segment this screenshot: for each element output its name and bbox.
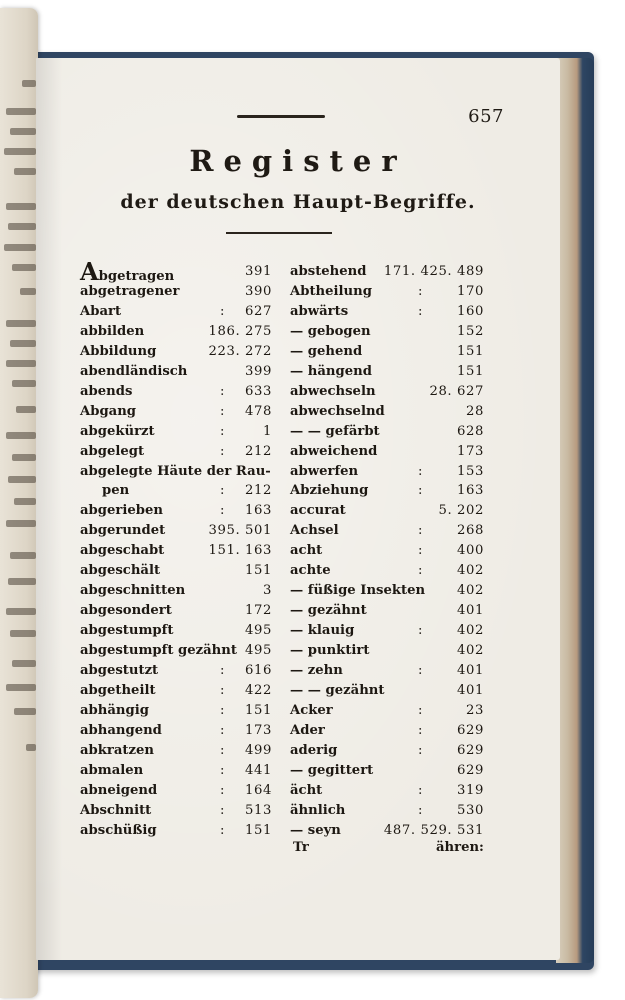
index-page-ref: 1	[263, 423, 272, 439]
index-term: abends	[80, 383, 133, 399]
index-page-ref: 399	[245, 363, 272, 379]
index-term: abbilden	[80, 323, 145, 339]
index-page-ref: 401	[457, 603, 484, 619]
header-rule	[237, 115, 325, 118]
index-term: abgestumpft	[80, 623, 174, 639]
left-entry	[80, 681, 272, 701]
index-term: abgeschabt	[80, 543, 165, 559]
index-term: abwechseln	[290, 383, 376, 399]
left-entry	[80, 362, 272, 382]
left-entry	[80, 741, 272, 761]
index-term: abgesondert	[80, 603, 172, 619]
index-term: abwerfen	[290, 463, 359, 479]
index-page-ref: 628	[457, 423, 484, 439]
right-entry	[290, 521, 484, 541]
right-entry	[290, 621, 484, 641]
index-separator: :	[418, 802, 423, 818]
index-term: abgetragener	[80, 283, 180, 299]
initial-rest: bgetragen	[98, 269, 175, 284]
right-entry	[290, 821, 484, 841]
left-entry	[80, 462, 272, 482]
index-separator: :	[418, 563, 423, 579]
index-separator: :	[220, 663, 225, 678]
index-term: abgerundet	[80, 523, 166, 539]
index-term: Abbildung	[80, 343, 157, 359]
index-page-ref: 212	[245, 483, 272, 499]
index-separator: :	[418, 303, 423, 319]
index-separator: :	[220, 682, 225, 698]
index-page-ref: 173	[245, 722, 272, 738]
right-entry	[290, 422, 484, 442]
right-entry	[290, 661, 484, 681]
right-entry	[290, 561, 484, 581]
index-term: Acker	[290, 702, 333, 718]
left-entry	[80, 661, 272, 681]
index-page-ref: 153	[457, 463, 484, 479]
right-entry	[290, 362, 484, 382]
index-term: abschüßig	[80, 822, 157, 838]
right-entry	[290, 262, 484, 282]
index-term: — — gezähnt	[290, 682, 385, 698]
left-entry	[80, 322, 272, 342]
index-separator: :	[220, 742, 225, 758]
index-term: abgeschält	[80, 563, 161, 579]
index-page-ref: 151. 163	[208, 543, 272, 559]
index-separator: :	[418, 523, 423, 539]
index-page-ref: 23	[466, 702, 484, 718]
left-entry	[80, 581, 272, 601]
left-entry	[80, 541, 272, 561]
index-page-ref: 629	[457, 722, 484, 738]
index-term: abgestutzt	[80, 663, 159, 678]
index-separator: :	[418, 663, 423, 678]
title-rule	[226, 232, 332, 234]
index-term: pen	[102, 483, 130, 499]
index-term: abwechselnd	[290, 403, 385, 419]
index-separator: :	[220, 443, 225, 459]
index-page-ref: 186. 275	[208, 323, 272, 339]
index-term: abgestumpft gezähnt	[80, 643, 237, 659]
left-entry	[80, 402, 272, 422]
index-term: abgeschnitten	[80, 583, 186, 599]
index-separator: :	[220, 822, 225, 838]
index-page-ref: 629	[457, 742, 484, 758]
index-page-ref: 5. 202	[438, 503, 484, 519]
left-entry	[80, 501, 272, 521]
index-page-ref: 441	[245, 762, 272, 778]
index-page-ref: 402	[457, 623, 484, 639]
index-page-ref: 495	[245, 623, 272, 639]
left-entry	[80, 781, 272, 801]
index-term: aderig	[290, 742, 338, 758]
right-entry	[290, 342, 484, 362]
index-page-ref: 487. 529. 531	[383, 822, 484, 838]
right-entry	[290, 741, 484, 761]
catchword-right: ähren:	[436, 840, 484, 855]
index-page-ref: 513	[245, 802, 272, 818]
index-term: abgelegt	[80, 443, 145, 459]
index-term: abgetheilt	[80, 682, 156, 698]
page-title: Register	[189, 144, 407, 178]
index-page-ref: 28. 627	[429, 383, 484, 399]
index-term: Abschnitt	[80, 802, 152, 818]
index-page-ref: 390	[245, 283, 272, 299]
index-page-ref: 391	[245, 264, 272, 279]
index-page-ref: 151	[245, 702, 272, 718]
index-term: abstehend	[290, 264, 367, 279]
left-entry	[80, 701, 272, 721]
index-separator: :	[418, 283, 423, 299]
index-term: acht	[290, 543, 323, 559]
index-page-ref: 223. 272	[208, 343, 272, 359]
index-separator: :	[418, 463, 423, 479]
right-entry	[290, 402, 484, 422]
index-term: Abziehung	[290, 483, 369, 499]
index-page-ref: 268	[457, 523, 484, 539]
index-separator: :	[418, 742, 423, 758]
left-entry	[80, 801, 272, 821]
index-term: achte	[290, 563, 331, 579]
index-term: accurat	[290, 503, 346, 519]
index-term: Ader	[290, 722, 325, 738]
index-separator: :	[220, 782, 225, 798]
index-separator: :	[220, 802, 225, 818]
index-page-ref: 151	[245, 563, 272, 579]
index-separator: :	[220, 762, 225, 778]
index-term: ächt	[290, 782, 323, 798]
right-entry	[290, 721, 484, 741]
right-entry	[290, 501, 484, 521]
left-entry	[80, 601, 272, 621]
left-entry	[80, 382, 272, 402]
left-entry	[80, 821, 272, 841]
index-term: — füßige Insekten	[290, 583, 426, 599]
left-entry	[80, 721, 272, 741]
index-term: abmalen	[80, 762, 144, 778]
index-page-ref: 629	[457, 762, 484, 778]
index-page-ref: 402	[457, 583, 484, 599]
index-term: — punktirt	[290, 643, 370, 659]
right-entry	[290, 781, 484, 801]
index-term: abgerieben	[80, 503, 163, 519]
page-edges	[556, 58, 594, 963]
index-page-ref: 152	[457, 323, 484, 339]
index-page-ref: 530	[457, 802, 484, 818]
index-term: abendländisch	[80, 363, 188, 379]
index-page-ref: 151	[245, 822, 272, 838]
index-term: abhangend	[80, 722, 162, 738]
left-entry	[80, 621, 272, 641]
index-page-ref: 163	[245, 503, 272, 519]
right-entry	[290, 761, 484, 781]
left-entry	[80, 342, 272, 362]
index-separator: :	[220, 503, 225, 519]
index-page-ref: 163	[457, 483, 484, 499]
index-separator: :	[418, 702, 423, 718]
index-separator: :	[418, 543, 423, 559]
left-entry	[80, 761, 272, 781]
index-separator: :	[220, 483, 225, 499]
left-entry	[80, 641, 272, 661]
right-entry	[290, 581, 484, 601]
index-page-ref: 319	[457, 782, 484, 798]
index-page-ref: 627	[245, 303, 272, 319]
index-term: abhängig	[80, 702, 149, 718]
index-page-ref: 401	[457, 682, 484, 698]
right-entry	[290, 701, 484, 721]
catchword-left: Tr	[293, 840, 309, 855]
drop-initial: A	[80, 257, 99, 286]
index-term: abneigend	[80, 782, 158, 798]
index-page-ref: 171. 425. 489	[383, 264, 484, 279]
index-separator: :	[220, 403, 225, 419]
index-term: — gehend	[290, 343, 363, 359]
index-page-ref: 478	[245, 403, 272, 419]
index-separator: :	[220, 722, 225, 738]
index-page-ref: 3	[263, 583, 272, 599]
index-term: abgelegte Häute der Rau-	[80, 463, 271, 479]
index-page-ref: 422	[245, 682, 272, 698]
right-entry	[290, 541, 484, 561]
index-page-ref: 172	[245, 603, 272, 619]
index-term: Abart	[80, 303, 122, 319]
index-term: — seyn	[290, 822, 341, 838]
index-term: — zehn	[290, 663, 343, 678]
index-page-ref: 499	[245, 742, 272, 758]
index-page-ref: 160	[457, 303, 484, 319]
index-separator: :	[220, 383, 225, 399]
right-entry	[290, 462, 484, 482]
left-entry	[80, 282, 272, 302]
left-entry	[80, 257, 272, 286]
index-term: — — gefärbt	[290, 423, 380, 439]
index-term: — gebogen	[290, 323, 371, 339]
index-page-ref: 402	[457, 563, 484, 579]
right-entry	[290, 302, 484, 322]
index-page-ref: 401	[457, 663, 484, 678]
right-entry	[290, 681, 484, 701]
index-page-ref: 395. 501	[208, 523, 272, 539]
right-entry	[290, 641, 484, 661]
index-separator: :	[418, 623, 423, 639]
index-page-ref: 633	[245, 383, 272, 399]
right-entry	[290, 322, 484, 342]
index-term: Achsel	[290, 523, 339, 539]
index-page-ref: 495	[245, 643, 272, 659]
index-separator: :	[418, 483, 423, 499]
index-separator: :	[220, 423, 225, 439]
index-term: abweichend	[290, 443, 378, 459]
left-entry	[80, 442, 272, 462]
register-page	[36, 58, 560, 960]
index-term: — gezähnt	[290, 603, 367, 619]
right-entry	[290, 282, 484, 302]
index-term: abkratzen	[80, 742, 154, 758]
right-entry	[290, 801, 484, 821]
index-page-ref: 212	[245, 443, 272, 459]
index-term: Abtheilung	[290, 283, 372, 299]
index-term: — gegittert	[290, 762, 374, 778]
right-entry	[290, 601, 484, 621]
index-page-ref: 151	[457, 363, 484, 379]
index-page-ref: 402	[457, 643, 484, 659]
index-page-ref: 170	[457, 283, 484, 299]
index-term: — klauig	[290, 623, 355, 639]
left-entry	[80, 302, 272, 322]
index-term: abgekürzt	[80, 423, 155, 439]
index-page-ref: 173	[457, 443, 484, 459]
page-subtitle: der deutschen Haupt-Begriffe.	[120, 191, 476, 213]
index-separator: :	[220, 303, 225, 319]
index-term: ähnlich	[290, 802, 346, 818]
previous-page-edge	[0, 8, 38, 998]
index-page-ref: 164	[245, 782, 272, 798]
index-separator: :	[418, 722, 423, 738]
index-separator: :	[220, 702, 225, 718]
index-page-ref: 151	[457, 343, 484, 359]
page-number: 657	[468, 106, 504, 127]
index-page-ref: 400	[457, 543, 484, 559]
index-term: — hängend	[290, 363, 372, 379]
right-entry	[290, 382, 484, 402]
index-page-ref: 616	[245, 663, 272, 678]
index-page-ref: 28	[466, 403, 484, 419]
right-entry	[290, 481, 484, 501]
right-entry	[290, 442, 484, 462]
left-entry	[80, 481, 272, 501]
left-entry	[80, 521, 272, 541]
index-term: Abgang	[80, 403, 137, 419]
index-separator: :	[418, 782, 423, 798]
index-term: abwärts	[290, 303, 349, 319]
left-entry	[80, 422, 272, 442]
left-entry	[80, 561, 272, 581]
